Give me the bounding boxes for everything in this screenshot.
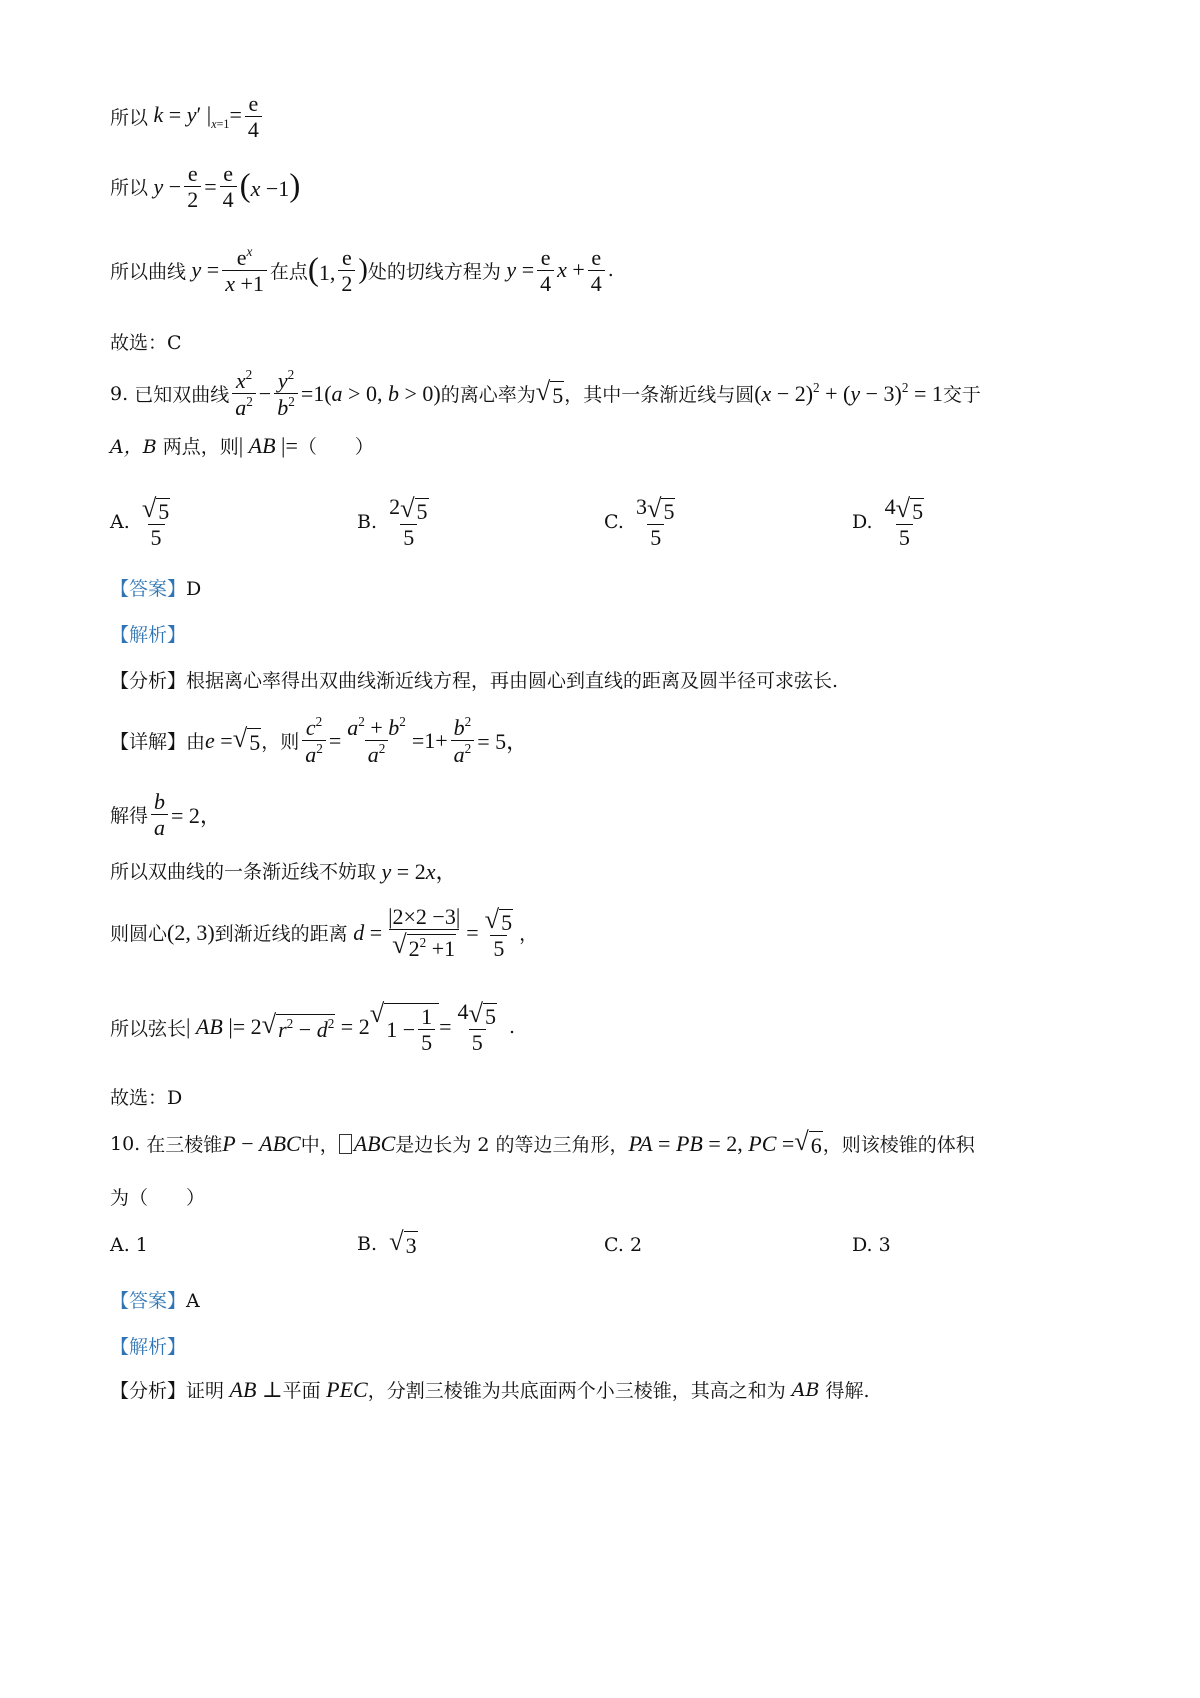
- q9-detail-line1: 【详解】 由 e = √ 5 ，则 $\frac{c^2}{a^2}$ = $\frac{a^2 + b^2}{a^2}$ =1+ $\frac{b^2}{a^2}$ = 5，: [110, 714, 529, 768]
- q10-option-b[interactable]: B. √ 3: [357, 1226, 417, 1258]
- triangle-symbol-placeholder: [339, 1134, 352, 1154]
- q9-detail-line4: 则圆心 (2, 3) 到渐近线的距离 d = |2×2 −3| √ $2^2 +1$ = √ 5 5 ，: [110, 903, 539, 962]
- q10-answer: 【答案】A: [110, 1290, 200, 1312]
- q10-option-a[interactable]: A. 1: [110, 1234, 148, 1256]
- q9-analysis-heading: 【解析】: [110, 624, 187, 646]
- sqrt-5: √ 5: [535, 376, 564, 409]
- q9-detail-line5: 所以弦长 | AB |= 2 √ $r^2 - d^2$ = 2 √ 1 − $\frac{1}{5}$ = 4 √ 5 5 .: [110, 998, 516, 1056]
- fraction: $\frac{e}{4}$: [245, 92, 262, 141]
- q9-detail-line2: 解得 $\frac{b}{a}$ = 2，: [110, 789, 222, 841]
- q8-slope-line: 所以 k = y′ $|_{x=1}=$ $\frac{e}{4}$: [110, 92, 265, 141]
- q9-stem-line2: A，B 两点，则 | AB |= （ ）: [110, 432, 374, 458]
- q10-stem-line2: 为（ ）: [110, 1187, 206, 1209]
- q10-fenxi: 【分析】 证明 AB ⊥ 平面 PEC ，分割三棱锥为共底面两个小三棱锥，其高之和为 AB 得解.: [110, 1376, 870, 1402]
- q9-final-choice: 故选：D: [110, 1087, 183, 1109]
- q10-analysis-heading: 【解析】: [110, 1336, 187, 1358]
- q8-final-choice: 故选：C: [110, 332, 182, 354]
- q9-option-b[interactable]: B. 2 √ 5 5: [357, 493, 428, 551]
- q8-tangent-line: 所以曲线 y = $\frac{e^x}{x +1}$ 在点 (1, $\frac{e}{2}$ ) 处的切线方程为 y = $\frac{e}{4}$ x + $\frac{e}{4}$ .: [110, 244, 614, 297]
- q9-option-d[interactable]: D. 4 √ 5 5: [852, 493, 924, 551]
- q9-answer: 【答案】D: [110, 578, 202, 600]
- q9-stem-line1: 9. 已知双曲线 $\frac{x^2}{a^2}$ − $\frac{y^2}{b^2}$ =1(a > 0, b > 0) 的离心率为 √ 5 ，其中一条渐近线与圆 $(x - 2)^2 + (y - 3)^2 = 1$ 交于: [110, 367, 981, 421]
- q10-option-d[interactable]: D. 3: [852, 1234, 891, 1256]
- q8-pointslope-line: 所以 y − $\frac{e}{2}$ = $\frac{e}{4}$ (x −1): [110, 161, 301, 213]
- q10-option-c[interactable]: C. 2: [604, 1234, 643, 1256]
- q9-option-c[interactable]: C. 3 √ 5 5: [604, 493, 675, 551]
- q10-stem-line1: 10. 在三棱锥 P − ABC 中， ABC 是边长为 2 的等边三角形， PA = PB = 2, PC = √ 6 ，则该棱锥的体积: [110, 1126, 975, 1158]
- q9-detail-line3: 所以双曲线的一条渐近线不妨取 y = 2x，: [110, 859, 458, 884]
- q9-fenxi: 【分析】根据离心率得出双曲线渐近线方程，再由圆心到直线的距离及圆半径可求弦长.: [110, 670, 839, 692]
- q9-option-a[interactable]: A. √ 5 5: [110, 493, 170, 551]
